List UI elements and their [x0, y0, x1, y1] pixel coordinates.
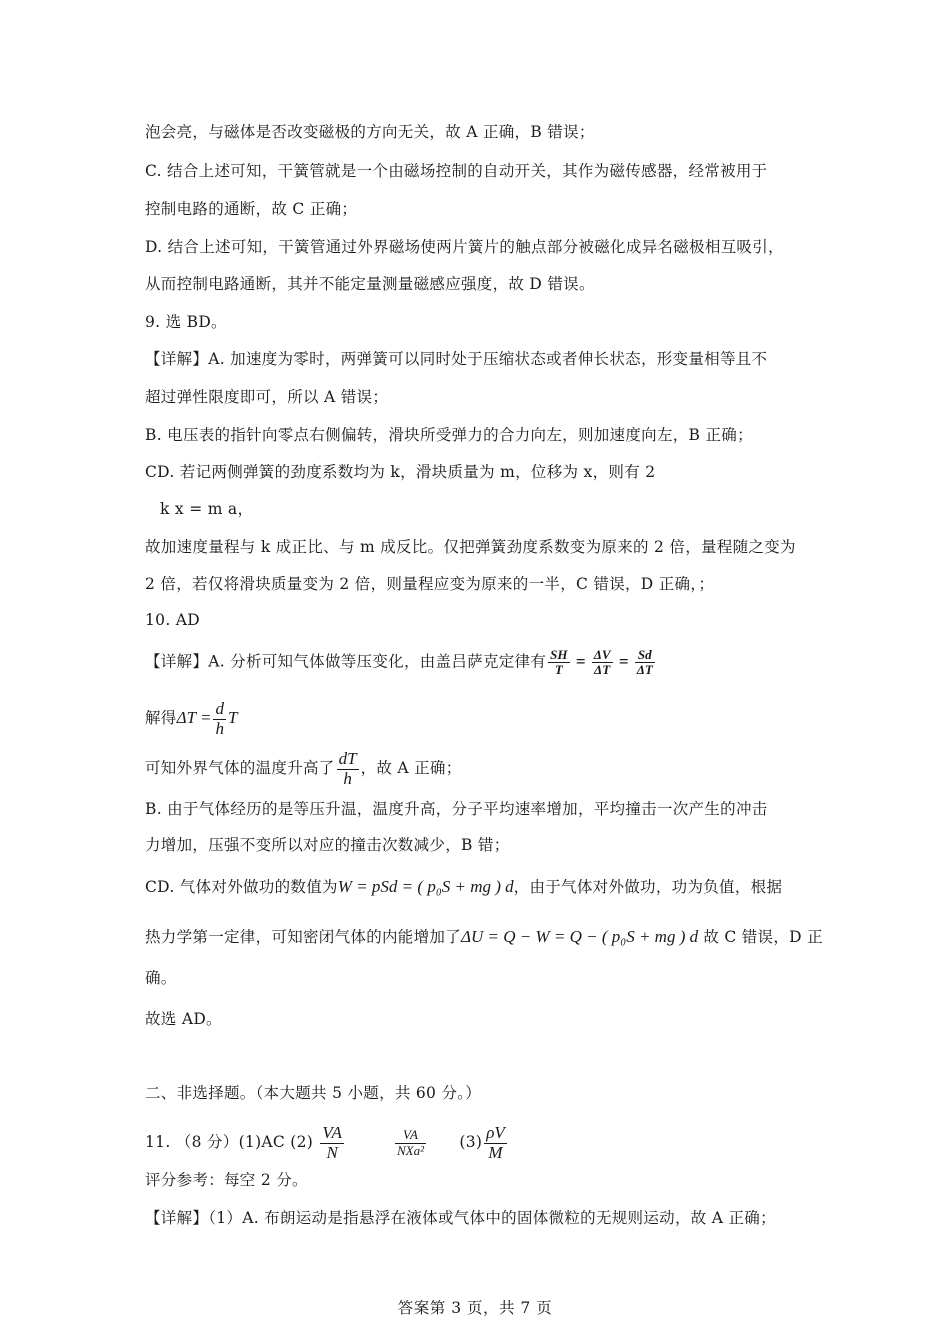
- answer-2b: [393, 1127, 428, 1158]
- text-line: [145, 750, 462, 788]
- fraction-numerator: d: [215, 699, 224, 718]
- work-equation: W = pSd = ( p₀S + mg ) d: [337, 877, 514, 896]
- page-footer: 答案第 3 页，共 7 页: [397, 1299, 553, 1317]
- text-line: 评分参考：每空 2 分。: [145, 1171, 308, 1189]
- text-line: 从而控制电路通断，其并不能定量测量磁感应强度，故 D 错误。: [145, 275, 595, 293]
- line-text: ，故 A 正确；: [360, 759, 462, 778]
- fraction-numerator: VA: [395, 1128, 426, 1143]
- text-line: 力增加，压强不变所以对应的撞击次数减少，B 错；: [145, 836, 510, 854]
- fraction-numerator: VA: [322, 1123, 342, 1142]
- text-line: [145, 648, 657, 678]
- line-text: 故 C 错误，D 正: [703, 928, 823, 946]
- text-line: 故加速度量程与 k 成正比、与 m 成反比。仅把弹簧劲度系数变为原来的 2 倍，量程随之变为: [145, 538, 796, 556]
- answer-line: [145, 1124, 509, 1162]
- text-line: CD. 若记两侧弹簧的劲度系数均为 k，滑块质量为 m，位移为 x，则有 2: [145, 463, 656, 481]
- fraction-denominator: M: [488, 1142, 503, 1162]
- fraction-denominator: ΔT: [594, 662, 611, 678]
- delta-t-equation: [176, 699, 238, 738]
- text-line: 超过弹性限度即可，所以 A 错误；: [145, 388, 389, 406]
- line-text: 热力学第一定律，可知密闭气体的内能增加了: [145, 928, 462, 946]
- internal-energy-equation: ΔU = Q − W = Q − ( p₀S + mg ) d: [461, 927, 699, 946]
- fraction-numerator: SH: [550, 647, 568, 662]
- line-text: ，由于气体对外做功，功为负值，根据: [513, 878, 783, 896]
- fraction-denominator: h: [215, 718, 224, 738]
- equation-rhs: T: [227, 708, 238, 728]
- text-line: 故选 AD。: [145, 1010, 222, 1028]
- line-text: 11. （8 分）(1)AC (2): [145, 1133, 314, 1152]
- answer-2a: [318, 1123, 346, 1162]
- equation-lhs: ΔT =: [176, 708, 212, 728]
- text-line: C. 结合上述可知，干簧管就是一个由磁场控制的自动开关，其作为磁传感器，经常被用于: [145, 162, 768, 180]
- text-line: 【详解】A. 加速度为零时，两弹簧可以同时处于压缩状态或者伸长状态，形变量相等且不: [145, 350, 768, 368]
- text-line: 【详解】（1）A. 布朗运动是指悬浮在液体或气体中的固体微粒的无规则运动，故 A 正确；: [145, 1209, 776, 1227]
- text-line: [145, 700, 237, 738]
- line-text: 【详解】A. 分析可知气体做等压变化，由盖吕萨克定律有: [145, 652, 547, 671]
- fraction-denominator: ΔT: [636, 662, 653, 678]
- text-line: B. 电压表的指针向零点右侧偏转，滑块所受弹力的合力向左，则加速度向左，B 正确；: [145, 426, 753, 444]
- line-text: 解得: [145, 709, 177, 728]
- fraction-numerator: Sd: [635, 648, 655, 663]
- gay-lussac-equation: $\frac{SH}{T}$ = $\frac{\Delta V}{\Delta T}$ = $\frac{Sd}{\Delta T}$: [550, 647, 653, 678]
- fraction-denominator: NXa²: [396, 1142, 424, 1158]
- fraction-denominator: N: [326, 1142, 338, 1162]
- fraction-denominator: h: [343, 768, 352, 788]
- question-number: 9. 选 BD。: [145, 313, 227, 331]
- question-number: 10. AD: [145, 611, 200, 629]
- answer-3: [482, 1123, 509, 1162]
- line-text: CD. 气体对外做功的数值为: [145, 878, 338, 896]
- text-line: 控制电路的通断，故 C 正确；: [145, 200, 358, 218]
- text-line: B. 由于气体经历的是等压升温，温度升高，分子平均速率增加，平均撞击一次产生的冲击: [145, 800, 768, 818]
- fraction-denominator: T: [554, 662, 563, 678]
- text-line: 泡会亮，与磁体是否改变磁极的方向无关，故 A 正确，B 错误；: [145, 123, 595, 141]
- text-line: [145, 876, 782, 898]
- fraction-numerator: dT: [338, 749, 357, 768]
- temperature-rise-expression: [335, 749, 361, 788]
- line-text: 可知外界气体的温度升高了: [145, 759, 335, 778]
- text-line: [145, 926, 823, 948]
- equation-line: k x = m a，: [160, 500, 254, 518]
- line-text: (3): [459, 1133, 483, 1152]
- text-line: D. 结合上述可知，干簧管通过外界磁场使两片簧片的触点部分被磁化成异名磁极相互吸引，: [145, 238, 784, 256]
- fraction-numerator: ρV: [486, 1123, 505, 1142]
- text-line: 确。: [145, 969, 177, 987]
- fraction-numerator: ΔV: [593, 647, 611, 662]
- section-heading: 二、非选择题。（本大题共 5 小题，共 60 分。）: [145, 1084, 482, 1102]
- text-line: 2 倍，若仅将滑块质量变为 2 倍，则量程应变为原来的一半，C 错误，D 正确，；: [145, 575, 715, 593]
